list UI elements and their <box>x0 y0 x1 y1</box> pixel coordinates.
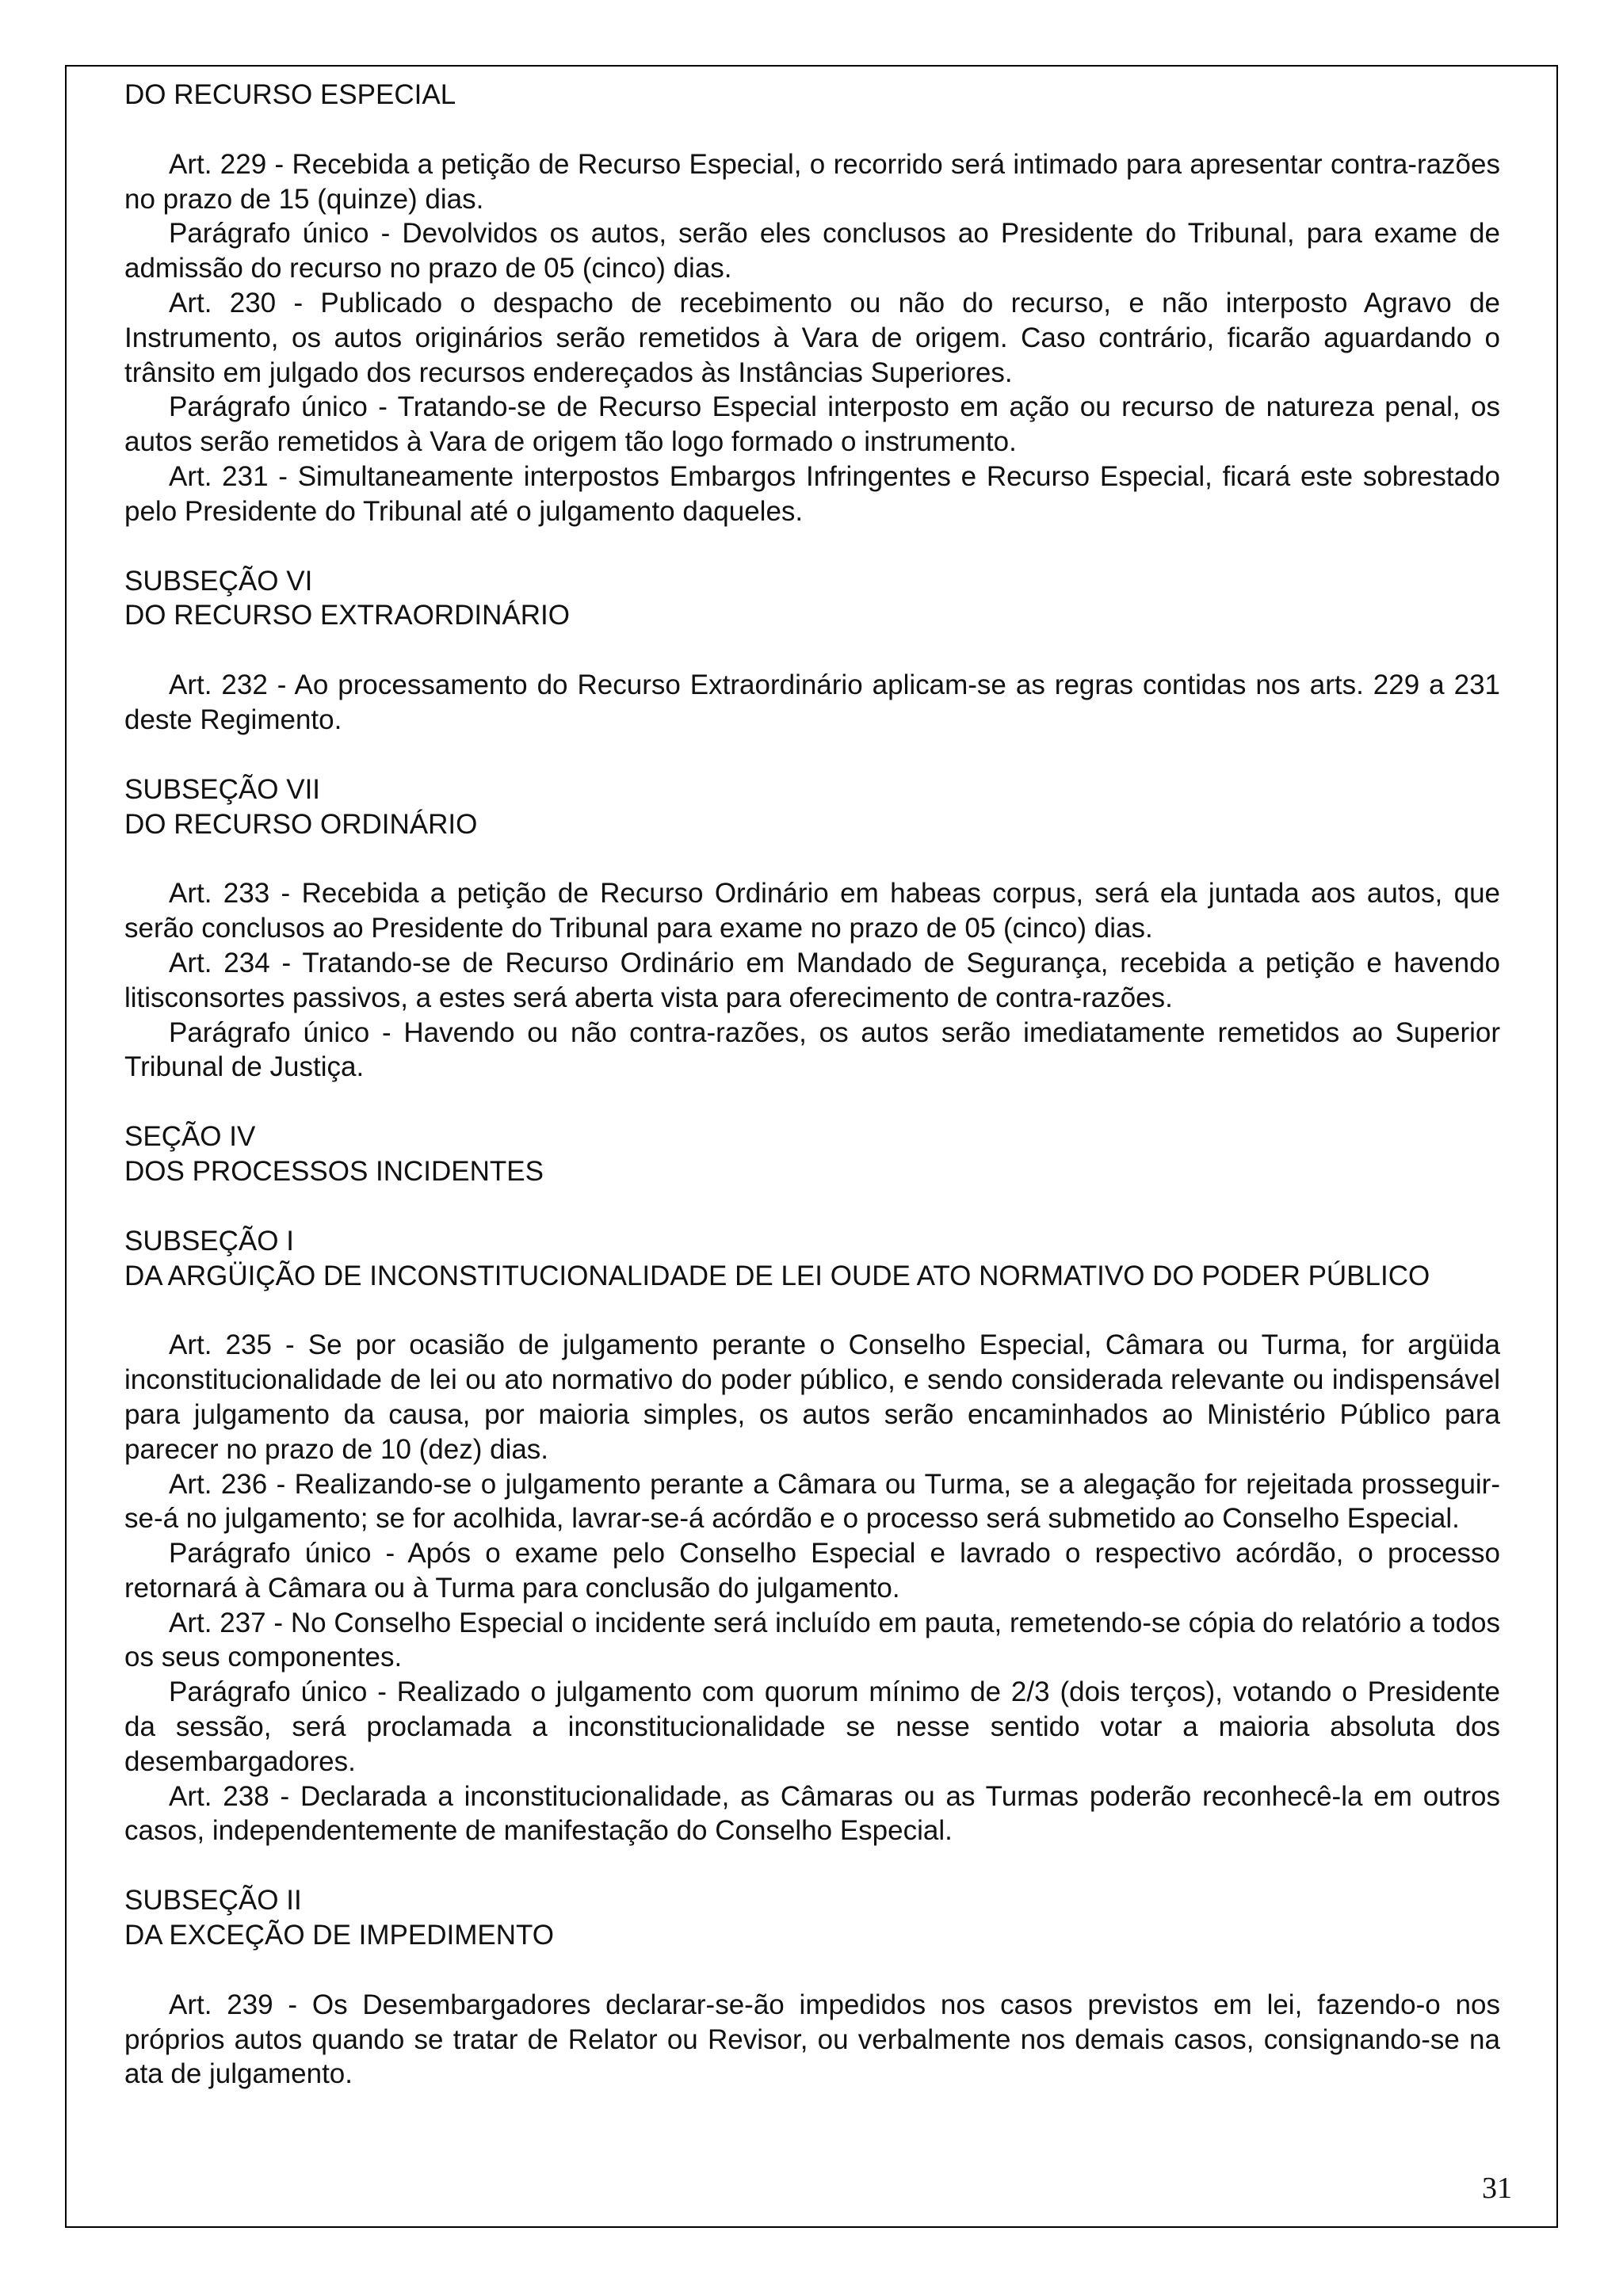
section-heading: SUBSEÇÃO II <box>124 1885 302 1917</box>
section-heading: DA ARGÜIÇÃO DE INCONSTITUCIONALIDADE DE LEI OUDE ATO NORMATIVO DO PODER PÚBLICO <box>124 1260 1430 1291</box>
section-heading: DO RECURSO ESPECIAL <box>124 79 456 110</box>
article-paragraph: Art. 235 - Se por ocasião de julgamento perante o Conselho Especial, Câmara ou Turma, for argüida inconstitucionalidade de lei ou ato normativo do poder público, e sendo considerada relevante ou indispensável para julgamento da causa, por maioria simples, os autos serão encaminhados ao Ministério Público para parecer no prazo de 10 (dez) dias. <box>124 1329 1500 1465</box>
blank-line <box>124 1189 1500 1224</box>
section-heading: DOS PROCESSOS INCIDENTES <box>124 1155 544 1187</box>
blank-line <box>124 529 1500 564</box>
article-paragraph: Parágrafo único - Tratando-se de Recurso Especial interposto em ação ou recurso de natureza penal, os autos serão remetidos à Vara de origem tão logo formado o instrumento. <box>124 391 1500 458</box>
article-paragraph: Art. 229 - Recebida a petição de Recurso Especial, o recorrido será intimado para apresentar contra-razões no prazo de 15 (quinze) dias. <box>124 148 1500 215</box>
blank-line <box>124 1085 1500 1119</box>
article-paragraph: Art. 232 - Ao processamento do Recurso Extraordinário aplicam-se as regras contidas nos arts. 229 a 231 deste Regimento. <box>124 669 1500 735</box>
section-heading: SEÇÃO IV <box>124 1121 256 1153</box>
article-paragraph: Art. 236 - Realizando-se o julgamento perante a Câmara ou Turma, se a alegação for rejeitada prosseguir-se-á no julgamento; se for acolhida, lavrar-se-á acórdão e o processo será submetido ao Conselho Especial. <box>124 1468 1500 1535</box>
page-frame <box>65 65 1558 2228</box>
blank-line <box>124 1293 1500 1328</box>
blank-line <box>124 1953 1500 1988</box>
article-paragraph: Parágrafo único - Realizado o julgamento com quorum mínimo de 2/3 (dois terços), votando o Presidente da sessão, será proclamada a inconstitucionalidade se nesse sentido votar a maioria absoluta dos desembargadores. <box>124 1676 1500 1777</box>
article-paragraph: Parágrafo único - Devolvidos os autos, serão eles conclusos ao Presidente do Tribunal, para exame de admissão do recurso no prazo de 05 (cinco) dias. <box>124 218 1500 284</box>
section-heading: DO RECURSO ORDINÁRIO <box>124 808 478 840</box>
section-heading: DO RECURSO EXTRAORDINÁRIO <box>124 600 570 631</box>
blank-line <box>124 738 1500 772</box>
article-paragraph: Art. 238 - Declarada a inconstitucionalidade, as Câmaras ou as Turmas poderão reconhecê-la em outros casos, independentemente de manifestação do Conselho Especial. <box>124 1780 1500 1847</box>
document-body <box>124 78 1500 2092</box>
section-heading: SUBSEÇÃO VI <box>124 565 313 597</box>
article-paragraph: Art. 237 - No Conselho Especial o incidente será incluído em pauta, remetendo-se cópia do relatório a todos os seus componentes. <box>124 1607 1500 1673</box>
blank-line <box>124 841 1500 876</box>
article-paragraph: Art. 230 - Publicado o despacho de recebimento ou não do recurso, e não interposto Agravo de Instrumento, os autos originários serão remetidos à Vara de origem. Caso contrário, ficarão aguardando o trânsito em julgado dos recursos endereçados às Instâncias Superiores. <box>124 287 1500 388</box>
article-paragraph: Parágrafo único - Havendo ou não contra-razões, os autos serão imediatamente remetidos ao Superior Tribunal de Justiça. <box>124 1016 1500 1083</box>
article-paragraph: Art. 239 - Os Desembargadores declarar-se-ão impedidos nos casos previstos em lei, fazendo-o nos próprios autos quando se tratar de Relator ou Revisor, ou verbalmente nos demais casos, consignando-se na ata de julgamento. <box>124 1989 1500 2090</box>
section-heading: SUBSEÇÃO I <box>124 1225 294 1257</box>
article-paragraph: Art. 231 - Simultaneamente interpostos Embargos Infringentes e Recurso Especial, ficará este sobrestado pelo Presidente do Tribunal até o julgamento daqueles. <box>124 460 1500 527</box>
blank-line <box>124 633 1500 668</box>
blank-line <box>124 1848 1500 1883</box>
section-heading: SUBSEÇÃO VII <box>124 773 321 805</box>
article-paragraph: Art. 234 - Tratando-se de Recurso Ordinário em Mandado de Segurança, recebida a petição e havendo litisconsortes passivos, a estes será aberta vista para oferecimento de contra-razões. <box>124 947 1500 1013</box>
article-paragraph: Art. 233 - Recebida a petição de Recurso Ordinário em habeas corpus, será ela juntada aos autos, que serão conclusos ao Presidente do Tribunal para exame no prazo de 05 (cinco) dias. <box>124 878 1500 944</box>
section-heading: DA EXCEÇÃO DE IMPEDIMENTO <box>124 1920 554 1951</box>
blank-line <box>124 113 1500 147</box>
article-paragraph: Parágrafo único - Após o exame pelo Conselho Especial e lavrado o respectivo acórdão, o processo retornará à Câmara ou à Turma para conclusão do julgamento. <box>124 1538 1500 1604</box>
page-number: 31 <box>1482 2172 1512 2205</box>
